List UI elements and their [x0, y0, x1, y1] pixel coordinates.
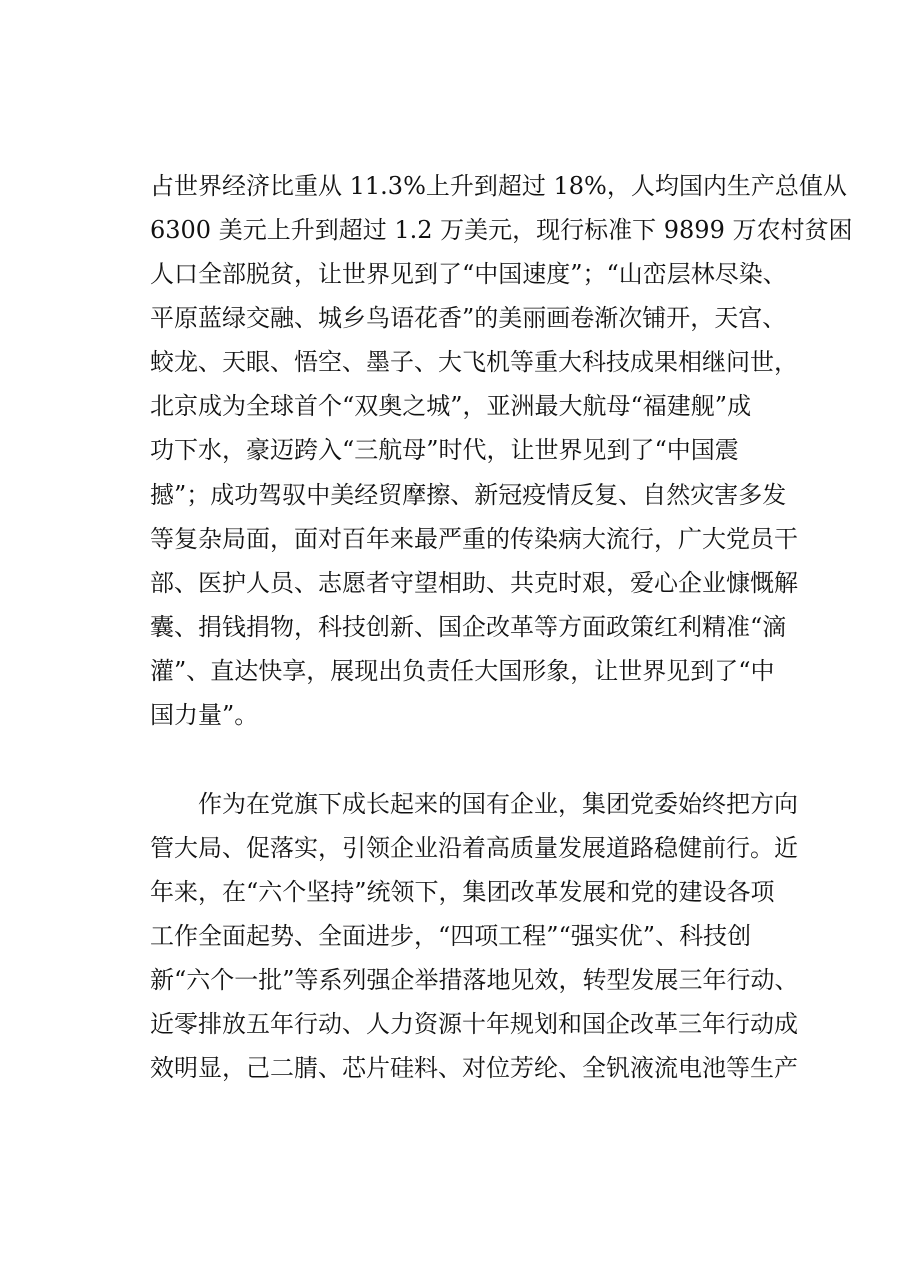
text-line: 占世界经济比重从 11.3%上升到超过 18%，人均国内生产总值从 [150, 172, 847, 200]
text-line: 管大局、促落实，引领企业沿着高质量发展道路稳健前行。近 [150, 834, 798, 862]
text-line: 新“六个一批”等系列强企举措落地见效，转型发展三年行动、 [150, 966, 799, 994]
text-line: 功下水，豪迈跨入“三航母”时代，让世界见到了“中国震 [150, 436, 739, 464]
text-line: 近零排放五年行动、人力资源十年规划和国企改革三年行动成 [150, 1010, 798, 1038]
text-line: 工作全面起势、全面进步，“四项工程”“强实优”、科技创 [150, 922, 752, 950]
text-line: 年来，在“六个坚持”统领下，集团改革发展和党的建设各项 [150, 878, 775, 906]
text-line: 6300 美元上升到超过 1.2 万美元，现行标准下 9899 万农村贫困 [150, 216, 853, 244]
text-line: 灌”、直达快享，展现出负责任大国形象，让世界见到了“中 [150, 657, 775, 685]
paragraph-first-line: 作为在党旗下成长起来的国有企业，集团党委始终把方向 [198, 790, 798, 818]
text-line: 部、医护人员、志愿者守望相助、共克时艰，爱心企业慷慨解 [150, 569, 798, 597]
text-line: 效明显，己二腈、芯片硅料、对位芳纶、全钒液流电池等生产 [150, 1054, 798, 1082]
text-line: 北京成为全球首个“双奥之城”，亚洲最大航母“福建舰”成 [150, 392, 752, 420]
text-line: 人口全部脱贫，让世界见到了“中国速度”；“山峦层林尽染、 [150, 260, 787, 288]
text-line: 蛟龙、天眼、悟空、墨子、大飞机等重大科技成果相继问世， [150, 348, 798, 376]
text-line: 撼”；成功驾驭中美经贸摩擦、新冠疫情反复、自然灾害多发 [150, 481, 787, 509]
text-line: 等复杂局面，面对百年来最严重的传染病大流行，广大党员干 [150, 525, 798, 553]
text-line: 囊、捐钱捐物，科技创新、国企改革等方面政策红利精准“滴 [150, 613, 787, 641]
text-line: 平原蓝绿交融、城乡鸟语花香”的美丽画卷渐次铺开，天宫、 [150, 304, 787, 332]
text-line: 国力量”。 [150, 701, 259, 729]
